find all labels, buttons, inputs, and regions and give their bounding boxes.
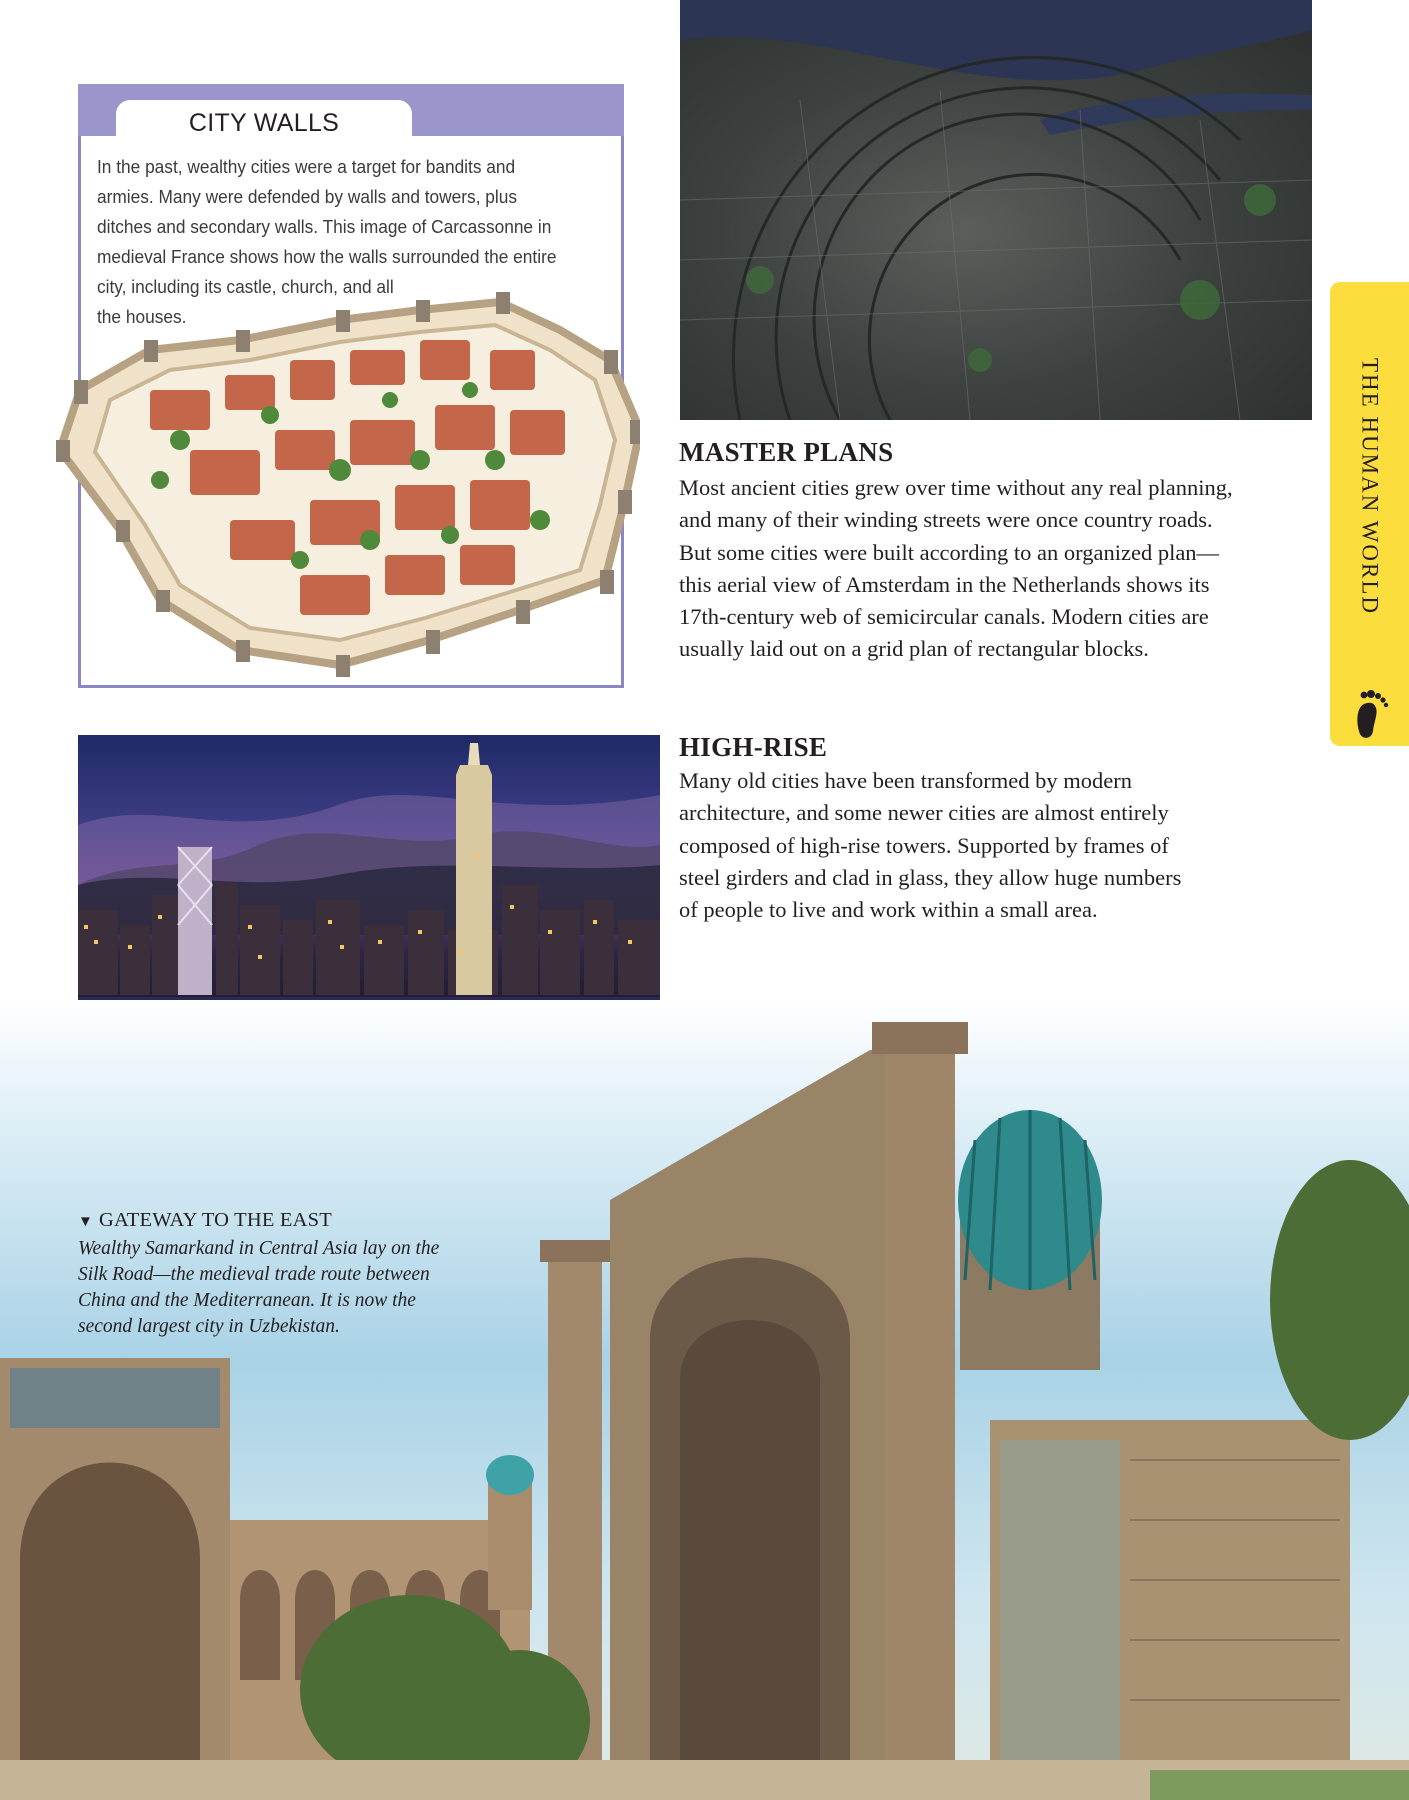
down-triangle-icon: ▼ — [78, 1214, 94, 1230]
master-plans-line: 17th-century web of semicircular canals. Modern cities are — [679, 604, 1209, 630]
city-walls-line: city, including its castle, church, and all — [97, 276, 394, 297]
master-plans-line: and many of their winding streets were once country roads. — [679, 507, 1213, 533]
city-walls-line: armies. Many were defended by walls and towers, plus — [97, 186, 518, 207]
samarkand-registan-photo — [0, 1000, 1409, 1800]
high-rise-line: of people to live and work within a small area. — [679, 897, 1098, 923]
gateway-caption-text — [78, 1236, 439, 1340]
master-plans-line: But some cities were built according to an organized plan— — [679, 539, 1220, 565]
master-plans-line: this aerial view of Amsterdam in the Netherlands shows its — [679, 571, 1210, 597]
high-rise-line: architecture, and some newer cities are almost entirely — [679, 800, 1169, 826]
footprint-icon — [1350, 684, 1390, 740]
high-rise-line: steel girders and clad in glass, they allow huge numbers — [679, 864, 1182, 890]
high-rise-heading: HIGH-RISE — [679, 732, 828, 762]
high-rise-text — [679, 765, 1181, 926]
gateway-caption-title-text: GATEWAY TO THE EAST — [99, 1209, 332, 1231]
master-plans-text — [679, 472, 1233, 666]
city-walls-line: medieval France shows how the walls surrounded the entire — [97, 246, 557, 267]
master-plans-heading: MASTER PLANS — [679, 437, 894, 467]
city-walls-title: CITY WALLS — [188, 109, 340, 137]
amsterdam-aerial-photo — [680, 0, 1312, 420]
gateway-caption-title — [78, 1209, 332, 1232]
master-plans-line: usually laid out on a grid plan of rectangular blocks. — [679, 636, 1149, 662]
gateway-caption-line: Silk Road—the medieval trade route between — [78, 1264, 430, 1285]
section-side-tab-label: THE HUMAN WORLD — [1357, 358, 1383, 616]
high-rise-line: composed of high-rise towers. Supported by frames of — [679, 832, 1169, 858]
gateway-caption-line: Wealthy Samarkand in Central Asia lay on the — [78, 1238, 440, 1259]
master-plans-line: Most ancient cities grew over time without any real planning, — [679, 475, 1233, 500]
city-walls-line: the houses. — [97, 306, 187, 327]
city-walls-line: In the past, wealthy cities were a target for bandits and — [97, 156, 516, 177]
gateway-caption-line: China and the Mediterranean. It is now the — [78, 1290, 416, 1311]
gateway-caption-line: second largest city in Uzbekistan. — [78, 1316, 340, 1337]
city-walls-line: ditches and secondary walls. This image of Carcassonne in — [97, 216, 552, 237]
high-rise-line: Many old cities have been transformed by modern — [679, 768, 1132, 793]
carcassonne-illustration — [40, 280, 640, 680]
